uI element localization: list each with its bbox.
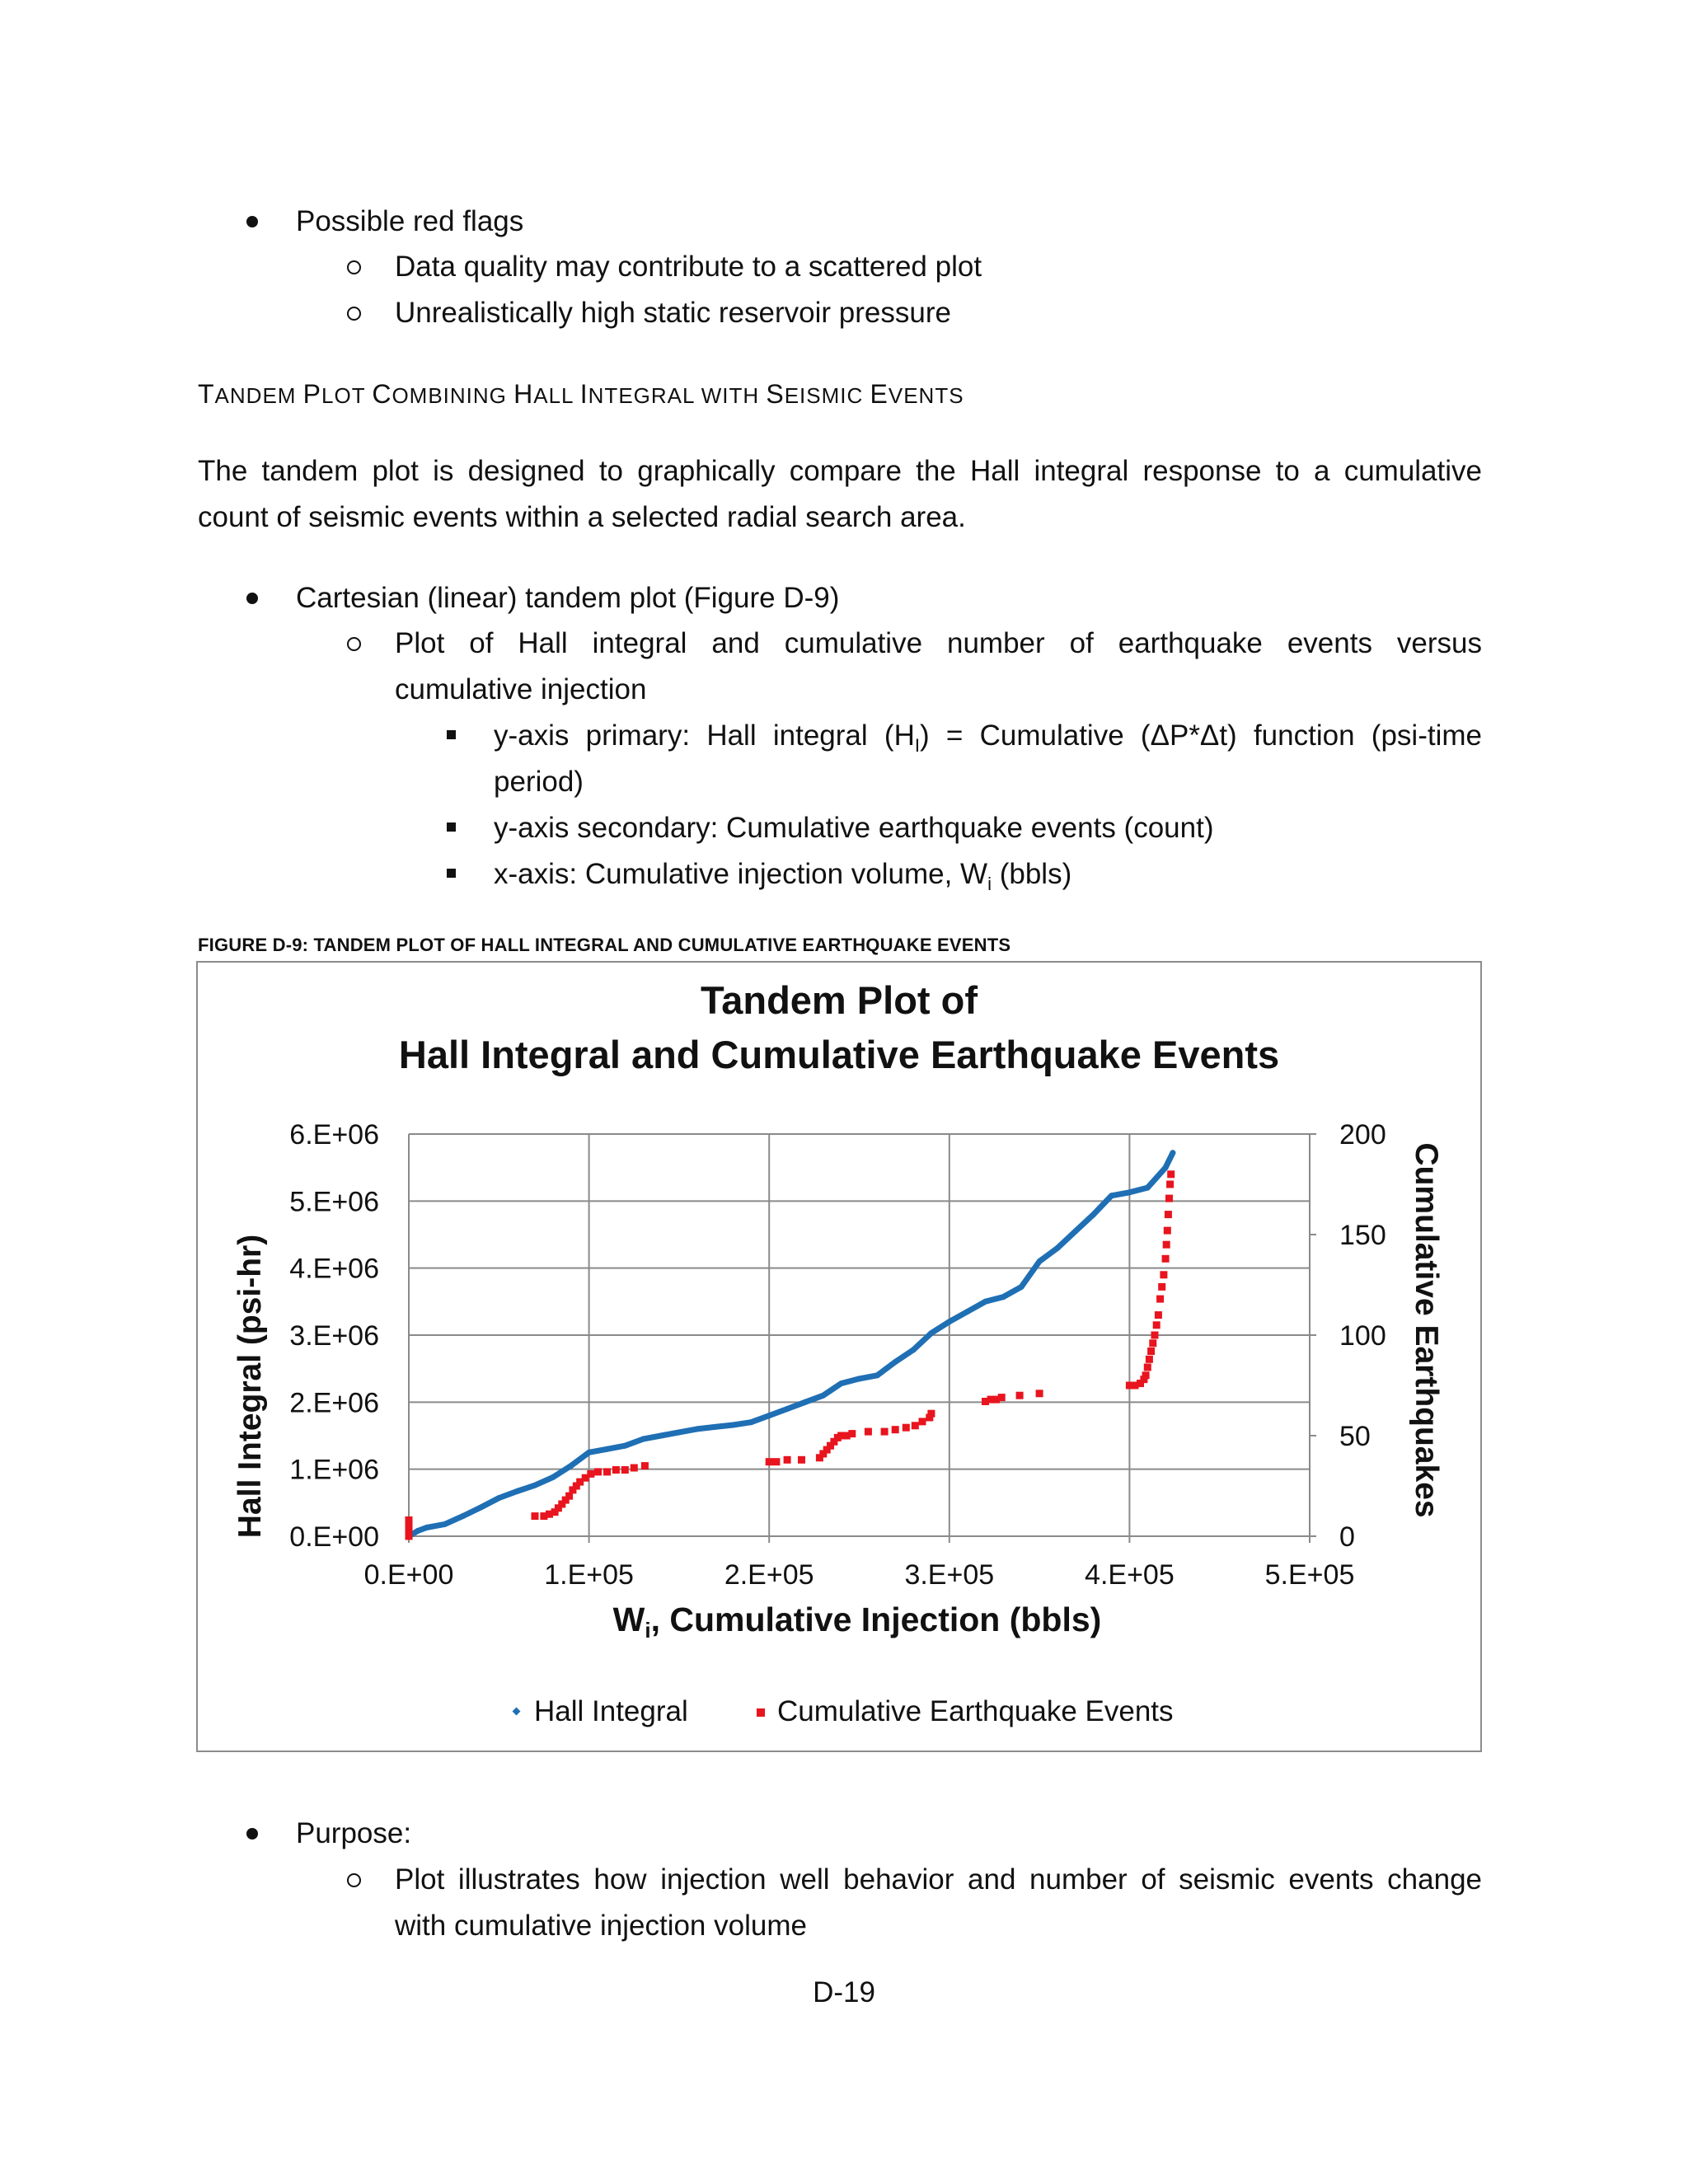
x-tick-label: 1.E+05 — [544, 1559, 634, 1591]
hall-integral-point — [1163, 1165, 1169, 1170]
x-tick-label: 3.E+05 — [904, 1559, 995, 1591]
earthquake-event-point — [912, 1422, 919, 1429]
y-tick-label: 2.E+06 — [289, 1387, 379, 1419]
hall-integral-point — [1109, 1193, 1114, 1198]
bullet-text-cartesian: Cartesian (linear) tandem plot (Figure D-9) — [296, 582, 840, 614]
hall-integral-point — [568, 1463, 574, 1469]
hall-integral-point — [838, 1380, 844, 1386]
x-tick-label: 0.E+00 — [363, 1559, 454, 1591]
y2-tick-label: 50 — [1339, 1421, 1371, 1452]
hall-integral-point — [694, 1426, 700, 1432]
y-axis-label: Hall Integral (psi-hr) — [232, 1234, 268, 1539]
hall-integral-point — [712, 1424, 718, 1430]
section-heading: TANDEM PLOT COMBINING HALL INTEGRAL WITH SEISMIC EVENTS — [198, 379, 964, 409]
earthquake-event-point — [1146, 1356, 1153, 1363]
intro-paragraph-line: count of seismic events within a selected radial search area. — [198, 501, 966, 533]
hall-integral-point — [1127, 1189, 1132, 1195]
bullet-dot — [246, 1828, 258, 1840]
item-text: period) — [494, 766, 584, 798]
hall-integral-point — [460, 1513, 466, 1519]
item-text: y-axis secondary: Cumulative earthquake events (count) — [494, 812, 1214, 844]
x-tick-label: 5.E+05 — [1264, 1559, 1355, 1591]
legend-label-hall: Hall Integral — [534, 1695, 688, 1727]
hall-integral-point — [893, 1359, 898, 1365]
y2-axis-label: Cumulative Earthquakes — [1409, 1142, 1444, 1518]
item-text: x-axis: Cumulative injection volume, $W_i$ (bbls) — [494, 858, 1072, 894]
chart-gridlines — [409, 1134, 1310, 1536]
earthquake-event-point — [1151, 1332, 1159, 1339]
tandem-chart — [198, 963, 1480, 1750]
square-bullet — [447, 730, 456, 739]
item-text: y-axis primary: Hall integral $(H_I)$ = Cumulative (ΔP*Δt) function (psi-time — [494, 719, 1482, 756]
earthquake-event-point — [998, 1394, 1006, 1401]
y-tick-label: 3.E+06 — [289, 1320, 379, 1352]
legend-marker-quakes — [757, 1708, 765, 1717]
hall-integral-series-line — [409, 1153, 1173, 1536]
earthquake-event-point — [892, 1426, 899, 1433]
figure-caption: FIGURE D-9: TANDEM PLOT OF HALL INTEGRAL AND CUMULATIVE EARTHQUAKE EVENTS — [198, 935, 1011, 955]
earthquake-event-point — [1165, 1195, 1173, 1202]
earthquake-event-point — [1160, 1271, 1167, 1278]
earthquake-event-point — [1162, 1255, 1170, 1263]
earthquake-event-point — [594, 1468, 602, 1475]
hall-integral-point — [1019, 1284, 1025, 1290]
hall-integral-point — [514, 1488, 520, 1494]
hall-integral-point — [1001, 1294, 1006, 1300]
earthquake-event-point — [603, 1468, 611, 1475]
hall-integral-point — [802, 1399, 808, 1405]
earthquake-event-point — [621, 1466, 629, 1474]
earthquake-event-point — [1036, 1390, 1043, 1397]
bullet-text-red-flags: Possible red flags — [296, 205, 524, 237]
x-axis-label: Wi, Cumulative Injection (bbls) — [612, 1601, 1102, 1643]
earthquake-event-point — [881, 1428, 889, 1436]
bullet-dot — [246, 216, 258, 227]
hall-integral-point — [982, 1299, 988, 1305]
page-number: D-19 — [813, 1976, 875, 2008]
earthquake-event-point — [1016, 1392, 1024, 1399]
hall-integral-point — [676, 1429, 682, 1435]
earthquake-event-point — [772, 1458, 780, 1465]
square-bullet — [447, 823, 456, 832]
hall-integral-point — [928, 1330, 934, 1336]
chart-title-line1: Tandem Plot of — [701, 978, 978, 1022]
earthquake-event-point — [612, 1466, 620, 1474]
y-tick-label: 5.E+06 — [289, 1186, 379, 1218]
chart-legend — [513, 1695, 1174, 1727]
hall-integral-point — [415, 1528, 420, 1534]
y2-tick-label: 150 — [1339, 1220, 1386, 1251]
y2-tick-label: 100 — [1339, 1320, 1386, 1352]
earthquake-event-point — [641, 1462, 649, 1469]
earthquake-event-point — [1167, 1170, 1175, 1178]
hall-integral-point — [748, 1419, 754, 1425]
sub-bullet-text: with cumulative injection volume — [395, 1910, 807, 1942]
earthquake-event-point — [766, 1458, 773, 1465]
y2-tick-label: 200 — [1339, 1119, 1386, 1151]
earthquake-event-point — [848, 1430, 856, 1437]
earthquake-event-point — [1153, 1321, 1160, 1329]
hall-integral-point — [856, 1376, 862, 1381]
hall-integral-point — [874, 1372, 880, 1378]
hall-integral-point — [1037, 1258, 1043, 1264]
sub-bullet-text: Plot illustrates how injection well behavior and number of seismic events change — [395, 1863, 1482, 1896]
hall-integral-point — [550, 1474, 556, 1480]
hall-integral-point — [586, 1450, 592, 1455]
hall-integral-point — [1090, 1212, 1096, 1217]
hall-integral-point — [659, 1433, 664, 1439]
sub-bullet-circle — [347, 307, 361, 321]
earthquake-event-point — [1142, 1371, 1150, 1379]
legend-label-quakes: Cumulative Earthquake Events — [777, 1695, 1174, 1727]
y2-tick-label: 0 — [1339, 1521, 1355, 1553]
hall-integral-point — [946, 1319, 952, 1324]
sub-bullet-text: Plot of Hall integral and cumulative number of earthquake events versus — [395, 627, 1482, 659]
hall-integral-point — [767, 1413, 772, 1418]
sub-bullet-circle — [347, 260, 361, 274]
hall-integral-point — [622, 1443, 628, 1449]
earthquake-event-point — [1147, 1347, 1155, 1355]
earthquake-event-point — [919, 1418, 926, 1425]
earthquake-event-point — [631, 1465, 638, 1472]
hall-integral-point — [911, 1347, 917, 1352]
earthquake-event-point — [1156, 1296, 1164, 1303]
hall-integral-point — [1154, 1174, 1160, 1180]
earthquake-event-point — [1149, 1339, 1156, 1347]
earthquake-event-point — [1163, 1241, 1170, 1249]
earthquake-event-point — [927, 1410, 935, 1418]
earthquake-event-point — [1144, 1364, 1151, 1371]
hall-integral-point — [496, 1495, 502, 1501]
hall-integral-point — [532, 1483, 538, 1488]
hall-integral-point — [424, 1525, 429, 1530]
chart-frame — [196, 961, 1482, 1752]
earthquake-event-point — [798, 1456, 805, 1464]
y-tick-label: 6.E+06 — [289, 1119, 379, 1151]
chart-title-line2: Hall Integral and Cumulative Earthquake Events — [398, 1033, 1280, 1076]
earthquake-event-point — [1158, 1283, 1165, 1291]
sub-bullet-text: Data quality may contribute to a scattered plot — [395, 251, 982, 283]
bullet-text-purpose: Purpose: — [296, 1817, 412, 1849]
hall-integral-point — [785, 1406, 790, 1412]
sub-bullet-circle — [347, 1873, 361, 1887]
intro-paragraph-line: The tandem plot is designed to graphically compare the Hall integral response to a cumulative — [198, 455, 1482, 487]
earthquake-event-point — [865, 1428, 872, 1436]
x-tick-label: 2.E+05 — [724, 1559, 814, 1591]
earthquake-event-point — [1165, 1211, 1172, 1218]
sub-bullet-circle — [347, 637, 361, 651]
x-tick-label: 4.E+05 — [1085, 1559, 1175, 1591]
hall-integral-point — [1145, 1185, 1151, 1191]
hall-integral-point — [1055, 1245, 1061, 1251]
hall-integral-point — [640, 1436, 646, 1442]
y-tick-label: 1.E+06 — [289, 1454, 379, 1486]
earthquake-event-point — [532, 1512, 539, 1520]
earthquake-event-point — [587, 1470, 594, 1478]
hall-integral-point — [1072, 1228, 1078, 1234]
hall-integral-point — [442, 1521, 448, 1527]
bullet-dot — [246, 593, 258, 604]
earthquake-event-point — [1166, 1181, 1174, 1188]
earthquake-event-point — [784, 1456, 791, 1464]
hall-integral-point — [1170, 1150, 1175, 1155]
hall-integral-point — [964, 1309, 970, 1315]
earthquake-event-point — [406, 1516, 413, 1524]
hall-integral-point — [478, 1505, 484, 1511]
legend-marker-hall — [513, 1708, 521, 1716]
hall-integral-point — [730, 1422, 736, 1428]
y-tick-label: 4.E+06 — [289, 1253, 379, 1285]
earthquake-event-point — [903, 1424, 910, 1432]
hall-integral-point — [820, 1393, 826, 1399]
hall-integral-point — [604, 1446, 610, 1452]
earthquake-event-point — [1155, 1311, 1162, 1319]
earthquake-event-point — [1164, 1227, 1171, 1235]
square-bullet — [447, 869, 456, 878]
sub-bullet-text: Unrealistically high static reservoir pressure — [395, 297, 951, 329]
chart-plot-area — [406, 1150, 1176, 1540]
sub-bullet-text: cumulative injection — [395, 673, 647, 705]
y-tick-label: 0.E+00 — [289, 1521, 379, 1553]
